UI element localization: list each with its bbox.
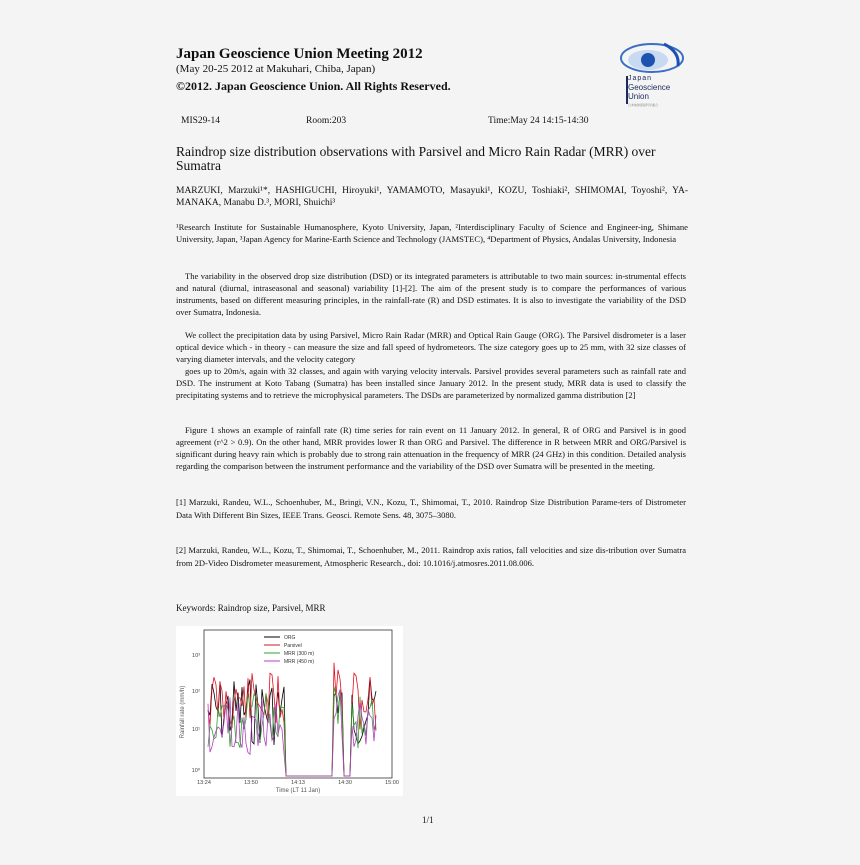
y-tick-label: 10⁰ xyxy=(191,768,200,774)
paragraph-results-text: Figure 1 shows an example of rainfall rate (R) time series for rain event on 11 January 2012. In general, R of ORG and Parsivel is in good agreement (r^2 > 0.9). On the other hand, MRR provides lower R than ORG and Parsivel. The difference in R between MRR and ORG/Parsivel is significant during heavy rain which is probably due to strong rain attenuation in the frequency of MRR (24 GHz) in this condition. Detailed analysis regarding the comparison between the instrument performance and the variability of the DSD over Sumatra will be presented in the meeting. xyxy=(176,425,686,472)
copyright-line: ©2012. Japan Geoscience Union. All Rights Reserved. xyxy=(176,79,451,93)
legend-label: MRR (300 m) xyxy=(284,651,315,657)
paragraph-methods xyxy=(176,329,686,402)
x-tick-label: 13:50 xyxy=(244,780,258,786)
figure-rainfall-timeseries xyxy=(176,626,403,796)
x-tick-label: 14:30 xyxy=(338,780,352,786)
page-number: 1/1 xyxy=(422,815,434,825)
x-tick-label: 15:00 xyxy=(385,780,399,786)
paragraph-intro-text: The variability in the observed drop size distribution (DSD) or its integrated parameters is attributable to two main sources: in-strumental effects and natural (diurnal, intraseasonal and seasonal) variability [1]-[2]. The aim of the present study is to compare the performances of various instruments, based on different measuring principles, in the rainfall-rate (R) and DSD estimates. It is also to investigate the variability of the DSD over Sumatra, Indonesia. xyxy=(176,271,686,318)
x-tick-label: 13:24 xyxy=(197,780,211,786)
logo-line-3: Union xyxy=(628,92,649,101)
paper-title: Raindrop size distribution observations with Parsivel and Micro Rain Radar (MRR) over Sumatra xyxy=(176,144,656,173)
legend-label: MRR (450 m) xyxy=(284,659,315,665)
y-tick-label: 10³ xyxy=(192,653,200,659)
keywords: Keywords: Raindrop size, Parsivel, MRR xyxy=(176,603,326,613)
paragraph-methods-text-b: goes up to 20m/s, again with 32 classes, and again with varying velocity intervals. Parsivel provides several parameters such as rainfall rate and DSD. The instrument at Koto Tabang (Sumatra) has been installed since January 2012. In the present study, MRR data is used to classify the precipitating systems and to retrieve the microphysical parameters. The DSDs are parameterized by normalized gamma distribution [2] xyxy=(176,366,686,401)
reference-2 xyxy=(176,544,686,570)
legend xyxy=(264,635,314,665)
reference-1-text: [1] Marzuki, Randeu, W.L., Schoenhuber, M., Bringi, V.N., Kozu, T., Shimomai, T., 2010. Raindrop Size Distribution Parame-ters of Distrometer Data With Different Bin Sizes, IEEE Trans. Geosci. Remote Sens. 48, 3075–3080. xyxy=(176,497,686,520)
affiliations: ¹Research Institute for Sustainable Humanosphere, Kyoto University, Japan, ²Interdisciplinary Faculty of Science and Engineer-ing, Shimane University, Japan, ³Japan Agency for Marine-Earth Science and Technology (JAMSTEC), ⁴Department of Physics, Andalas University, Indonesia xyxy=(176,222,688,244)
x-axis-label: Time (LT 11 Jan) xyxy=(275,788,321,794)
time-label: Time:May 24 14:15-14:30 xyxy=(488,116,589,126)
paragraph-results xyxy=(176,424,686,472)
logo-line-1: Japan xyxy=(628,75,653,82)
series-layer xyxy=(208,663,376,776)
conference-title: Japan Geoscience Union Meeting 2012 xyxy=(176,46,423,62)
y-tick-label: 10¹ xyxy=(192,727,200,733)
figure-plot xyxy=(176,626,403,796)
reference-1 xyxy=(176,496,686,522)
logo-tagline: 日本地球惑星科学連合 xyxy=(628,103,659,107)
paragraph-methods-text-a: We collect the precipitation data by using Parsivel, Micro Rain Radar (MRR) and Optical Rain Gauge (ORG). The Parsivel disdrometer is a laser optical device which - in theory - can measure the size and fall speed of hydrometeors. The size category goes up to 25 mm, with 32 size classes of varying diameter intervals, and the velocity category xyxy=(176,330,686,365)
legend-label: ORG xyxy=(284,635,296,641)
author-list: MARZUKI, Marzuki¹*, HASHIGUCHI, Hiroyuki¹, YAMAMOTO, Masayuki¹, KOZU, Toshiaki², SHIMOMAI, Toyoshi², YA-MANAKA, Manabu D.³, MORI, Shuichi³ xyxy=(176,186,688,208)
paragraph-intro xyxy=(176,270,686,318)
room-label: Room:203 xyxy=(306,116,347,126)
conference-dates: (May 20-25 2012 at Makuhari, Chiba, Japan) xyxy=(176,63,376,75)
session-id: MIS29-14 xyxy=(181,116,221,126)
logo-wordmark xyxy=(628,74,670,110)
logo-line-2: Geoscience xyxy=(628,83,671,92)
x-tick-label: 14:13 xyxy=(291,780,305,786)
reference-2-text: [2] Marzuki, Randeu, W.L., Kozu, T., Shimomai, T., Schoenhuber, M., 2011. Raindrop axis ratios, fall velocities and size dis-tribution over Sumatra from 2D-Video Disdrometer measurement, Atmospheric Research., doi: 10.1016/j.atmosres.2011.08.006. xyxy=(176,545,686,568)
y-tick-label: 10² xyxy=(192,689,200,695)
legend-label: Parsivel xyxy=(284,643,302,649)
y-axis-label: Rainfall rate (mm/h) xyxy=(180,685,186,739)
